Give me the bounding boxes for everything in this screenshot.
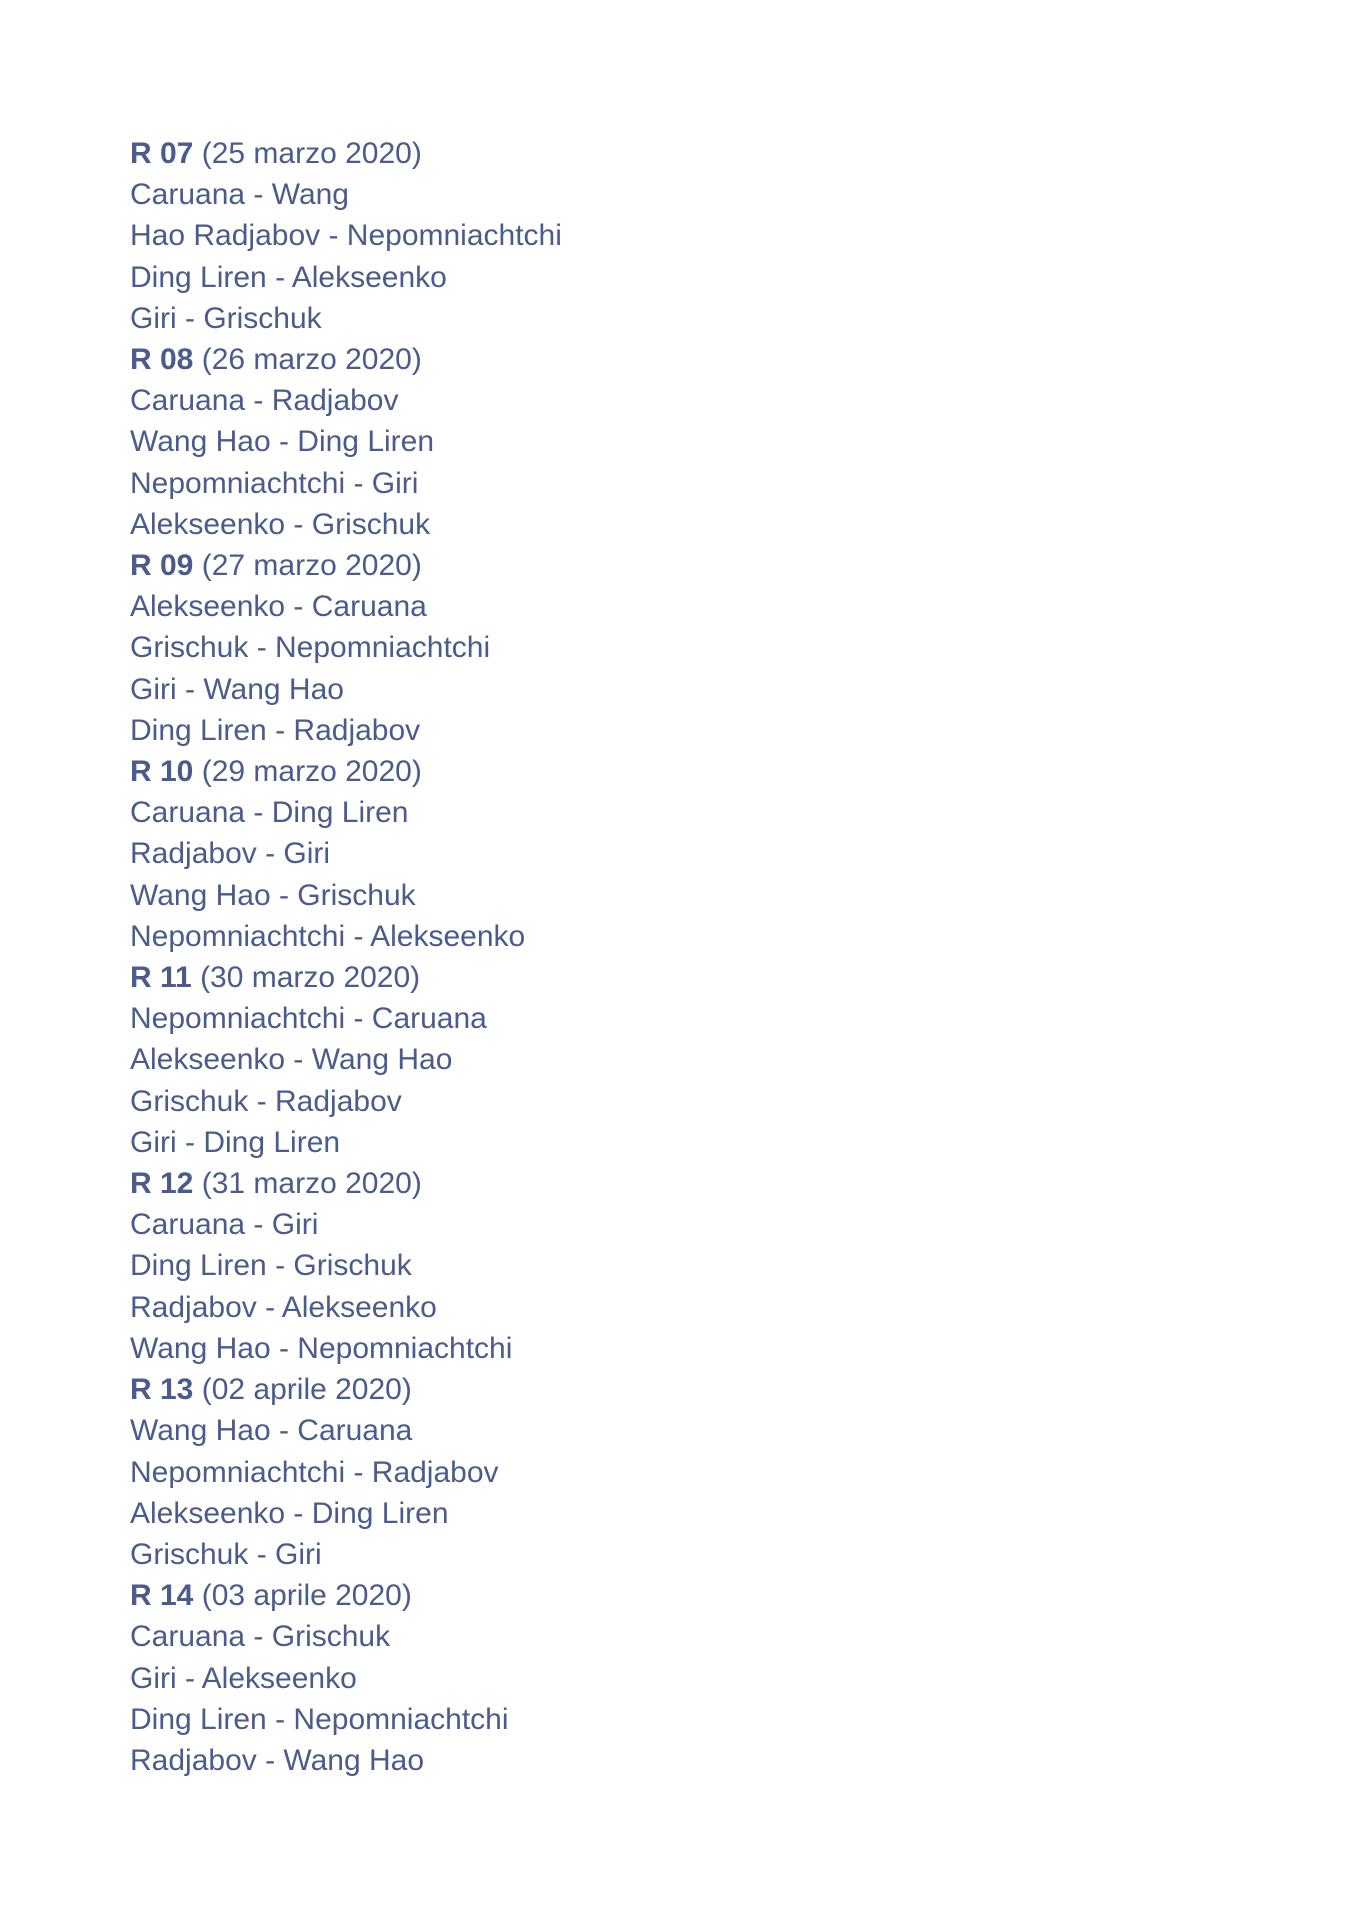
round-date: (03 aprile 2020) (201, 1579, 412, 1613)
game-pairing: Ding Liren - Grischuk (130, 1249, 412, 1283)
game-pairing: Radjabov - Giri (130, 837, 331, 871)
game-pairing: Radjabov - Wang Hao (130, 1743, 425, 1777)
game-pairing: Nepomniachtchi - Alekseenko (130, 919, 526, 953)
round-block (130, 751, 562, 957)
game-pairing: Grischuk - Radjabov (130, 1084, 402, 1118)
game-pairing: Alekseenko - Caruana (130, 590, 427, 624)
round-label: R 11 (130, 961, 192, 995)
round-heading (130, 133, 562, 174)
round-label: R 07 (130, 137, 194, 170)
game-pairing: Giri - Ding Liren (130, 1125, 341, 1159)
game-pairing: Wang Hao - Ding Liren (130, 425, 435, 459)
game-pairing: Radjabov - Alekseenko (130, 1290, 437, 1324)
round-label: R 12 (130, 1167, 194, 1201)
round-label: R 08 (130, 343, 194, 377)
game-pairing: Alekseenko - Grischuk (130, 507, 431, 541)
round-heading (130, 957, 562, 998)
round-block (130, 1575, 562, 1781)
round-label: R 14 (130, 1579, 194, 1613)
round-label: R 13 (130, 1373, 194, 1407)
round-date: (27 marzo 2020) (201, 549, 422, 583)
game-pairing: Giri - Grischuk (130, 301, 322, 335)
round-heading (130, 339, 562, 380)
game-pairing: Nepomniachtchi - Radjabov (130, 1455, 499, 1489)
round-block (130, 339, 562, 545)
game-pairing: Ding Liren - Nepomniachtchi (130, 1702, 509, 1736)
game-pairing: Alekseenko - Wang Hao (130, 1043, 453, 1077)
round-block (130, 1369, 562, 1575)
round-heading (130, 545, 562, 586)
game-pairing: Grischuk - Giri (130, 1537, 322, 1571)
game-pairing: Nepomniachtchi - Giri (130, 466, 419, 500)
round-block (130, 545, 562, 751)
round-block (130, 133, 562, 339)
game-pairing: Hao Radjabov - Nepomniachtchi (130, 219, 562, 253)
game-pairing: Caruana - Ding Liren (130, 796, 409, 830)
game-pairing: Ding Liren - Alekseenko (130, 260, 447, 294)
round-date: (30 marzo 2020) (200, 961, 421, 995)
round-date: (29 marzo 2020) (201, 755, 422, 789)
schedule-document (130, 133, 562, 1781)
round-heading (130, 1575, 562, 1616)
round-date: (26 marzo 2020) (201, 343, 422, 377)
round-date: (02 aprile 2020) (201, 1373, 412, 1407)
round-heading (130, 751, 562, 792)
round-date: (31 marzo 2020) (201, 1167, 422, 1201)
game-pairing: Alekseenko - Ding Liren (130, 1496, 449, 1530)
game-pairing: Caruana - Radjabov (130, 384, 399, 418)
game-pairing: Grischuk - Nepomniachtchi (130, 631, 491, 665)
game-pairing: Giri - Alekseenko (130, 1661, 357, 1695)
round-block (130, 957, 562, 1163)
game-pairing: Giri - Wang Hao (130, 672, 344, 706)
game-pairing: Caruana - Grischuk (130, 1620, 391, 1654)
game-pairing: Ding Liren - Radjabov (130, 713, 421, 747)
game-pairing: Nepomniachtchi - Caruana (130, 1002, 487, 1036)
game-pairing: Wang Hao - Nepomniachtchi (130, 1331, 513, 1365)
round-date: (25 marzo 2020) (201, 137, 422, 170)
game-pairing: Wang Hao - Grischuk (130, 878, 416, 912)
round-label: R 09 (130, 549, 194, 583)
round-block (130, 1163, 562, 1369)
round-heading (130, 1163, 562, 1204)
game-pairing: Caruana - Wang (130, 178, 349, 212)
game-pairing: Caruana - Giri (130, 1208, 319, 1242)
game-pairing: Wang Hao - Caruana (130, 1414, 413, 1448)
round-label: R 10 (130, 755, 194, 789)
round-heading (130, 1369, 562, 1410)
